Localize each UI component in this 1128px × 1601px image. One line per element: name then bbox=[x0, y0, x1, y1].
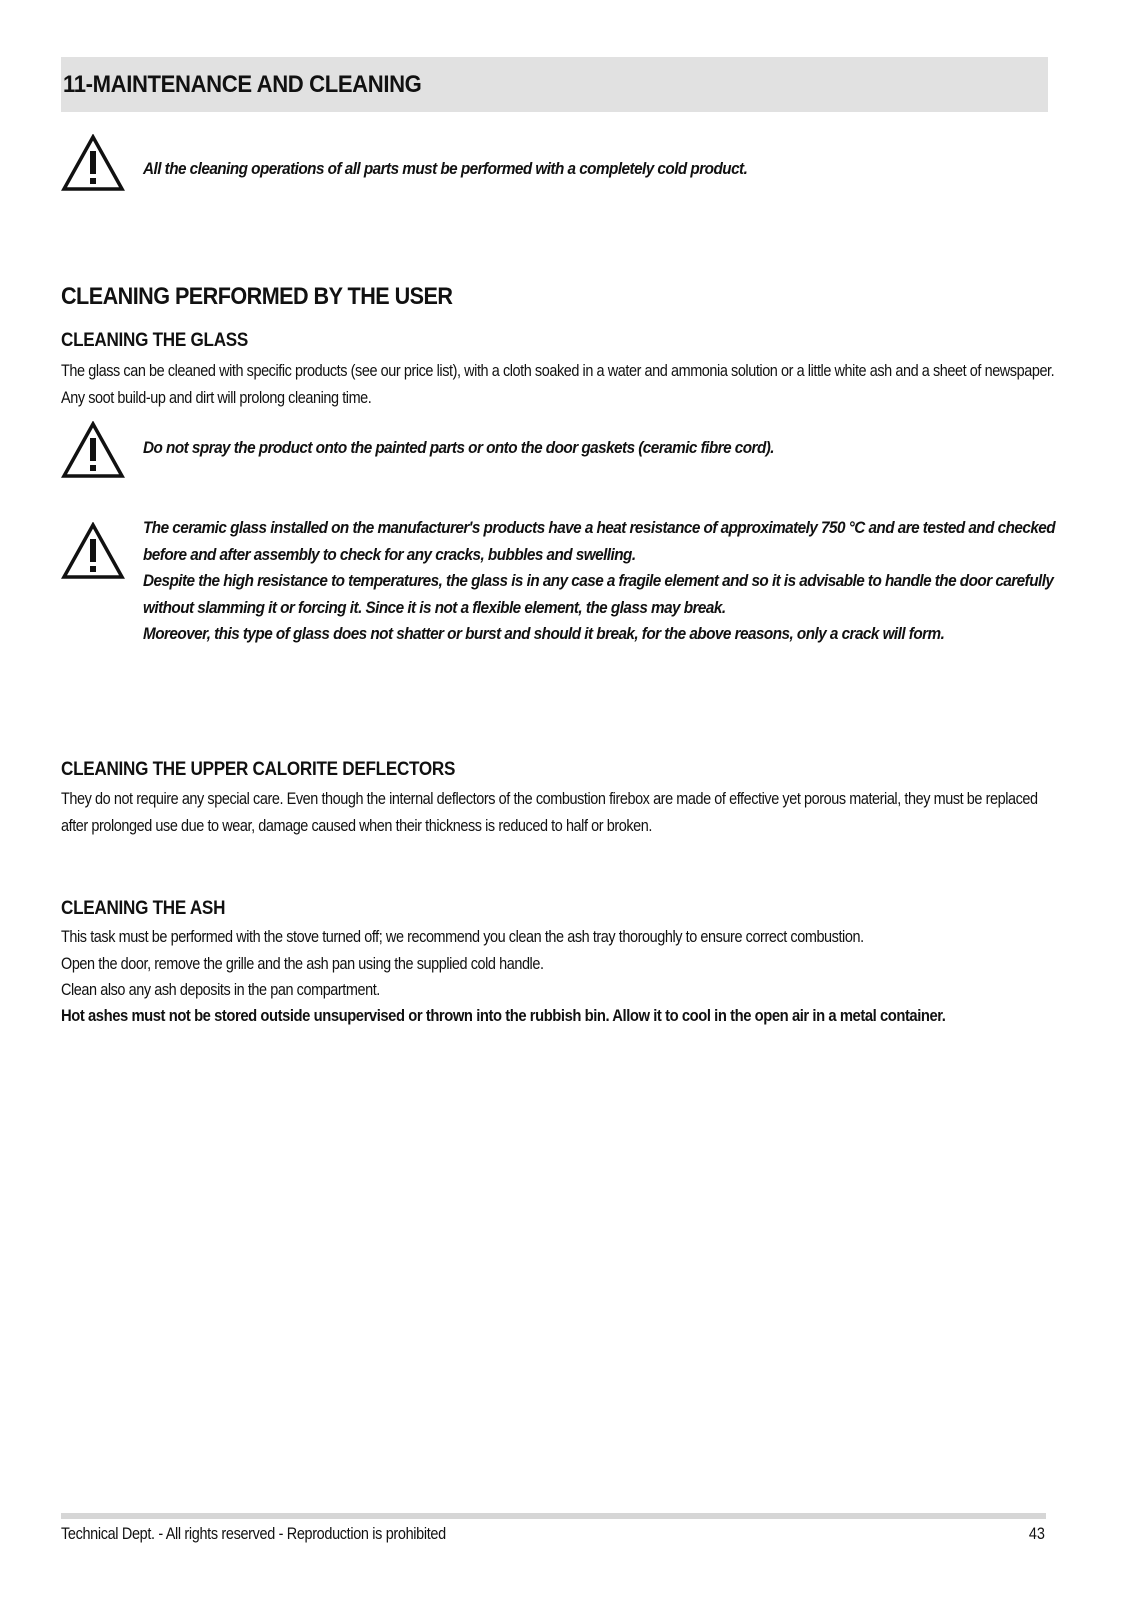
ash-line: Open the door, remove the grille and the ash pan using the supplied cold handle. bbox=[61, 953, 544, 973]
footer-divider bbox=[61, 1513, 1046, 1519]
warning-triangle-icon bbox=[61, 134, 125, 192]
warning-cold-product bbox=[61, 134, 1128, 192]
ceramic-paragraph: Despite the high resistance to temperatures, the glass is in any case a fragile element and so it is advisable to handle the door carefully without slamming it or forcing it. Since it is not a flexible element, the glass may break. bbox=[143, 571, 1054, 617]
deflectors-body bbox=[61, 786, 1067, 839]
user-cleaning-heading: CLEANING PERFORMED BY THE USER bbox=[61, 283, 453, 310]
footer-copyright: Technical Dept. - All rights reserved - Reproduction is prohibited bbox=[61, 1524, 446, 1543]
deflectors-heading: CLEANING THE UPPER CALORITE DEFLECTORS bbox=[61, 759, 456, 780]
section-title: 11-MAINTENANCE AND CLEANING bbox=[63, 70, 422, 98]
ash-heading: CLEANING THE ASH bbox=[61, 898, 226, 919]
deflectors-body-text: They do not require any special care. Even though the internal deflectors of the combustion firebox are made of effective yet porous material, they must be replaced after prolonged use due to wear, damage caused when their thickness is reduced to half or broken. bbox=[61, 789, 1038, 835]
page-number: 43 bbox=[1028, 1524, 1045, 1543]
ash-line: Clean also any ash deposits in the pan compartment. bbox=[61, 980, 380, 999]
deflectors-section bbox=[61, 759, 499, 781]
ash-warning bbox=[61, 1003, 1073, 1030]
warning-spray bbox=[61, 421, 1128, 479]
warning-triangle-icon bbox=[61, 421, 125, 479]
ceramic-paragraph: Moreover, this type of glass does not shatter or burst and should it break, for the above reasons, only a crack will form. bbox=[143, 624, 945, 643]
warning-ceramic-glass bbox=[61, 515, 1128, 648]
ash-section bbox=[61, 898, 243, 920]
warning-text: All the cleaning operations of all parts must be performed with a completely cold product. bbox=[143, 159, 748, 178]
ash-bold-warning: Hot ashes must not be stored outside unsupervised or thrown into the rubbish bin. Allow it to cool in the open air in a metal container. bbox=[61, 1006, 946, 1025]
ceramic-paragraph: The ceramic glass installed on the manufacturer's products have a heat resistance of approximately 750 °C and are tested and checked before and after assembly to check for any cracks, bubbles and swelling. bbox=[143, 518, 1056, 564]
glass-heading: CLEANING THE GLASS bbox=[61, 330, 249, 351]
section-header-bar bbox=[61, 57, 1048, 112]
warning-ceramic-text bbox=[143, 515, 1066, 648]
manual-page bbox=[61, 57, 1067, 1577]
glass-body bbox=[61, 358, 1067, 411]
glass-body-text: The glass can be cleaned with specific products (see our price list), with a cloth soaked in a water and ammonia solution or a little white ash and a sheet of newspaper. Any soot build-up and dirt will prolong cleaning time. bbox=[61, 361, 1055, 407]
user-cleaning-section bbox=[61, 283, 496, 311]
ash-line: This task must be performed with the stove turned off; we recommend you clean the ash tray thoroughly to ensure correct combustion. bbox=[61, 927, 864, 946]
warning-triangle-icon bbox=[61, 522, 125, 580]
ash-body bbox=[61, 924, 1067, 1004]
warning-spray-text: Do not spray the product onto the painted parts or onto the door gaskets (ceramic fibre cord). bbox=[143, 438, 775, 457]
glass-section bbox=[61, 330, 269, 352]
